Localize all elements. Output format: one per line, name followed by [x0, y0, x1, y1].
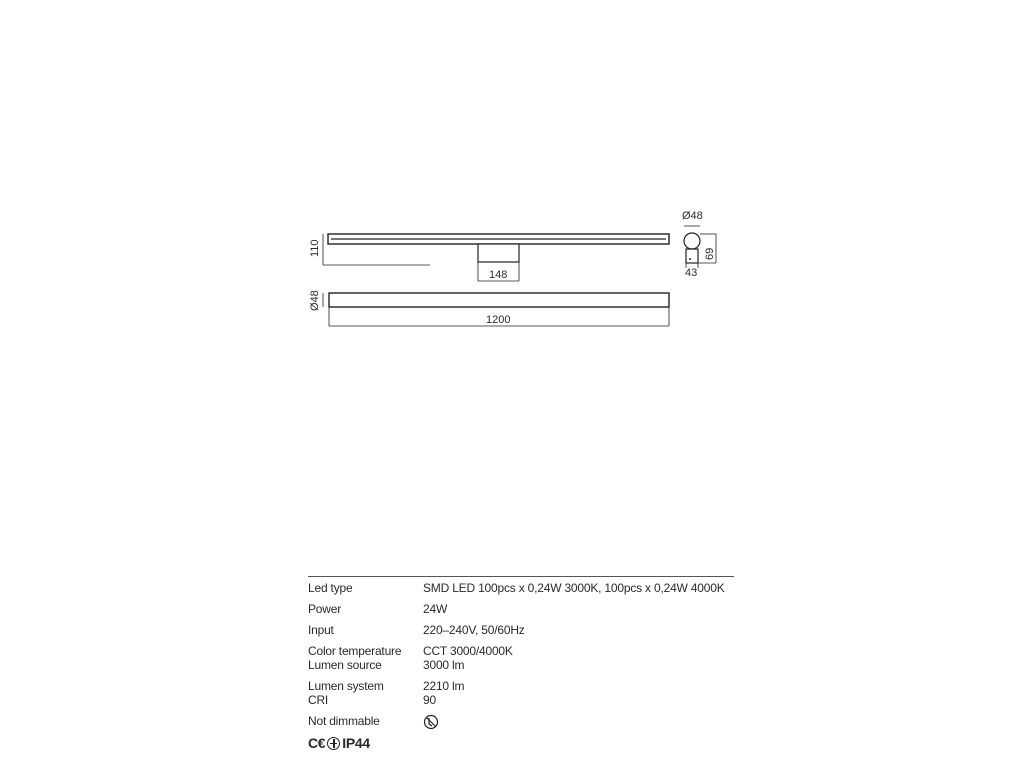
height-dim-label: 110 — [309, 239, 321, 257]
certification-marks — [308, 735, 370, 751]
spec-row-color-temperature — [308, 644, 734, 658]
end-diameter-label: Ø48 — [682, 210, 703, 222]
spec-label: Lumen source — [308, 658, 382, 672]
spec-row-input — [308, 623, 734, 637]
spec-row-led-type — [308, 581, 734, 595]
spec-value: 90 — [423, 693, 436, 707]
spec-row-cri — [308, 693, 734, 707]
spec-row-lumen-system — [308, 679, 734, 693]
spec-value: 2210 lm — [423, 679, 465, 693]
spec-label: Input — [308, 623, 334, 637]
spec-row-power — [308, 602, 734, 616]
length-label: 1200 — [486, 314, 511, 326]
not-dimmable-icon — [423, 714, 439, 730]
earth-ground-icon — [327, 737, 340, 750]
spec-value: 24W — [423, 602, 448, 616]
ce-mark: C€ — [308, 735, 326, 751]
spec-value: SMD LED 100pcs x 0,24W 3000K, 100pcs x 0,24W 4000K — [423, 581, 725, 595]
bracket-cross-section — [686, 249, 698, 263]
wall-bracket — [478, 244, 519, 262]
spec-table — [308, 576, 734, 730]
spec-label: Color temperature — [308, 644, 402, 658]
ip-rating: IP44 — [342, 735, 370, 751]
lamp-cross-section — [684, 233, 700, 249]
end-height-label: 69 — [704, 247, 716, 260]
spec-row-not-dimmable — [308, 714, 734, 730]
spec-value: 220–240V, 50/60Hz — [423, 623, 525, 637]
spec-label: Not dimmable — [308, 714, 380, 728]
spec-value: CCT 3000/4000K — [423, 644, 513, 658]
end-depth-label: 43 — [685, 267, 698, 279]
spec-value: 3000 lm — [423, 658, 465, 672]
lamp-body-front — [329, 293, 669, 307]
spec-label: Power — [308, 602, 342, 616]
spec-row-lumen-source — [308, 658, 734, 672]
spec-label: CRI — [308, 693, 329, 707]
bracket-width-label: 148 — [489, 269, 508, 281]
spec-label: Led type — [308, 581, 353, 595]
end-view — [684, 226, 716, 268]
front-diameter-label: Ø48 — [309, 290, 321, 311]
spec-label: Lumen system — [308, 679, 384, 693]
